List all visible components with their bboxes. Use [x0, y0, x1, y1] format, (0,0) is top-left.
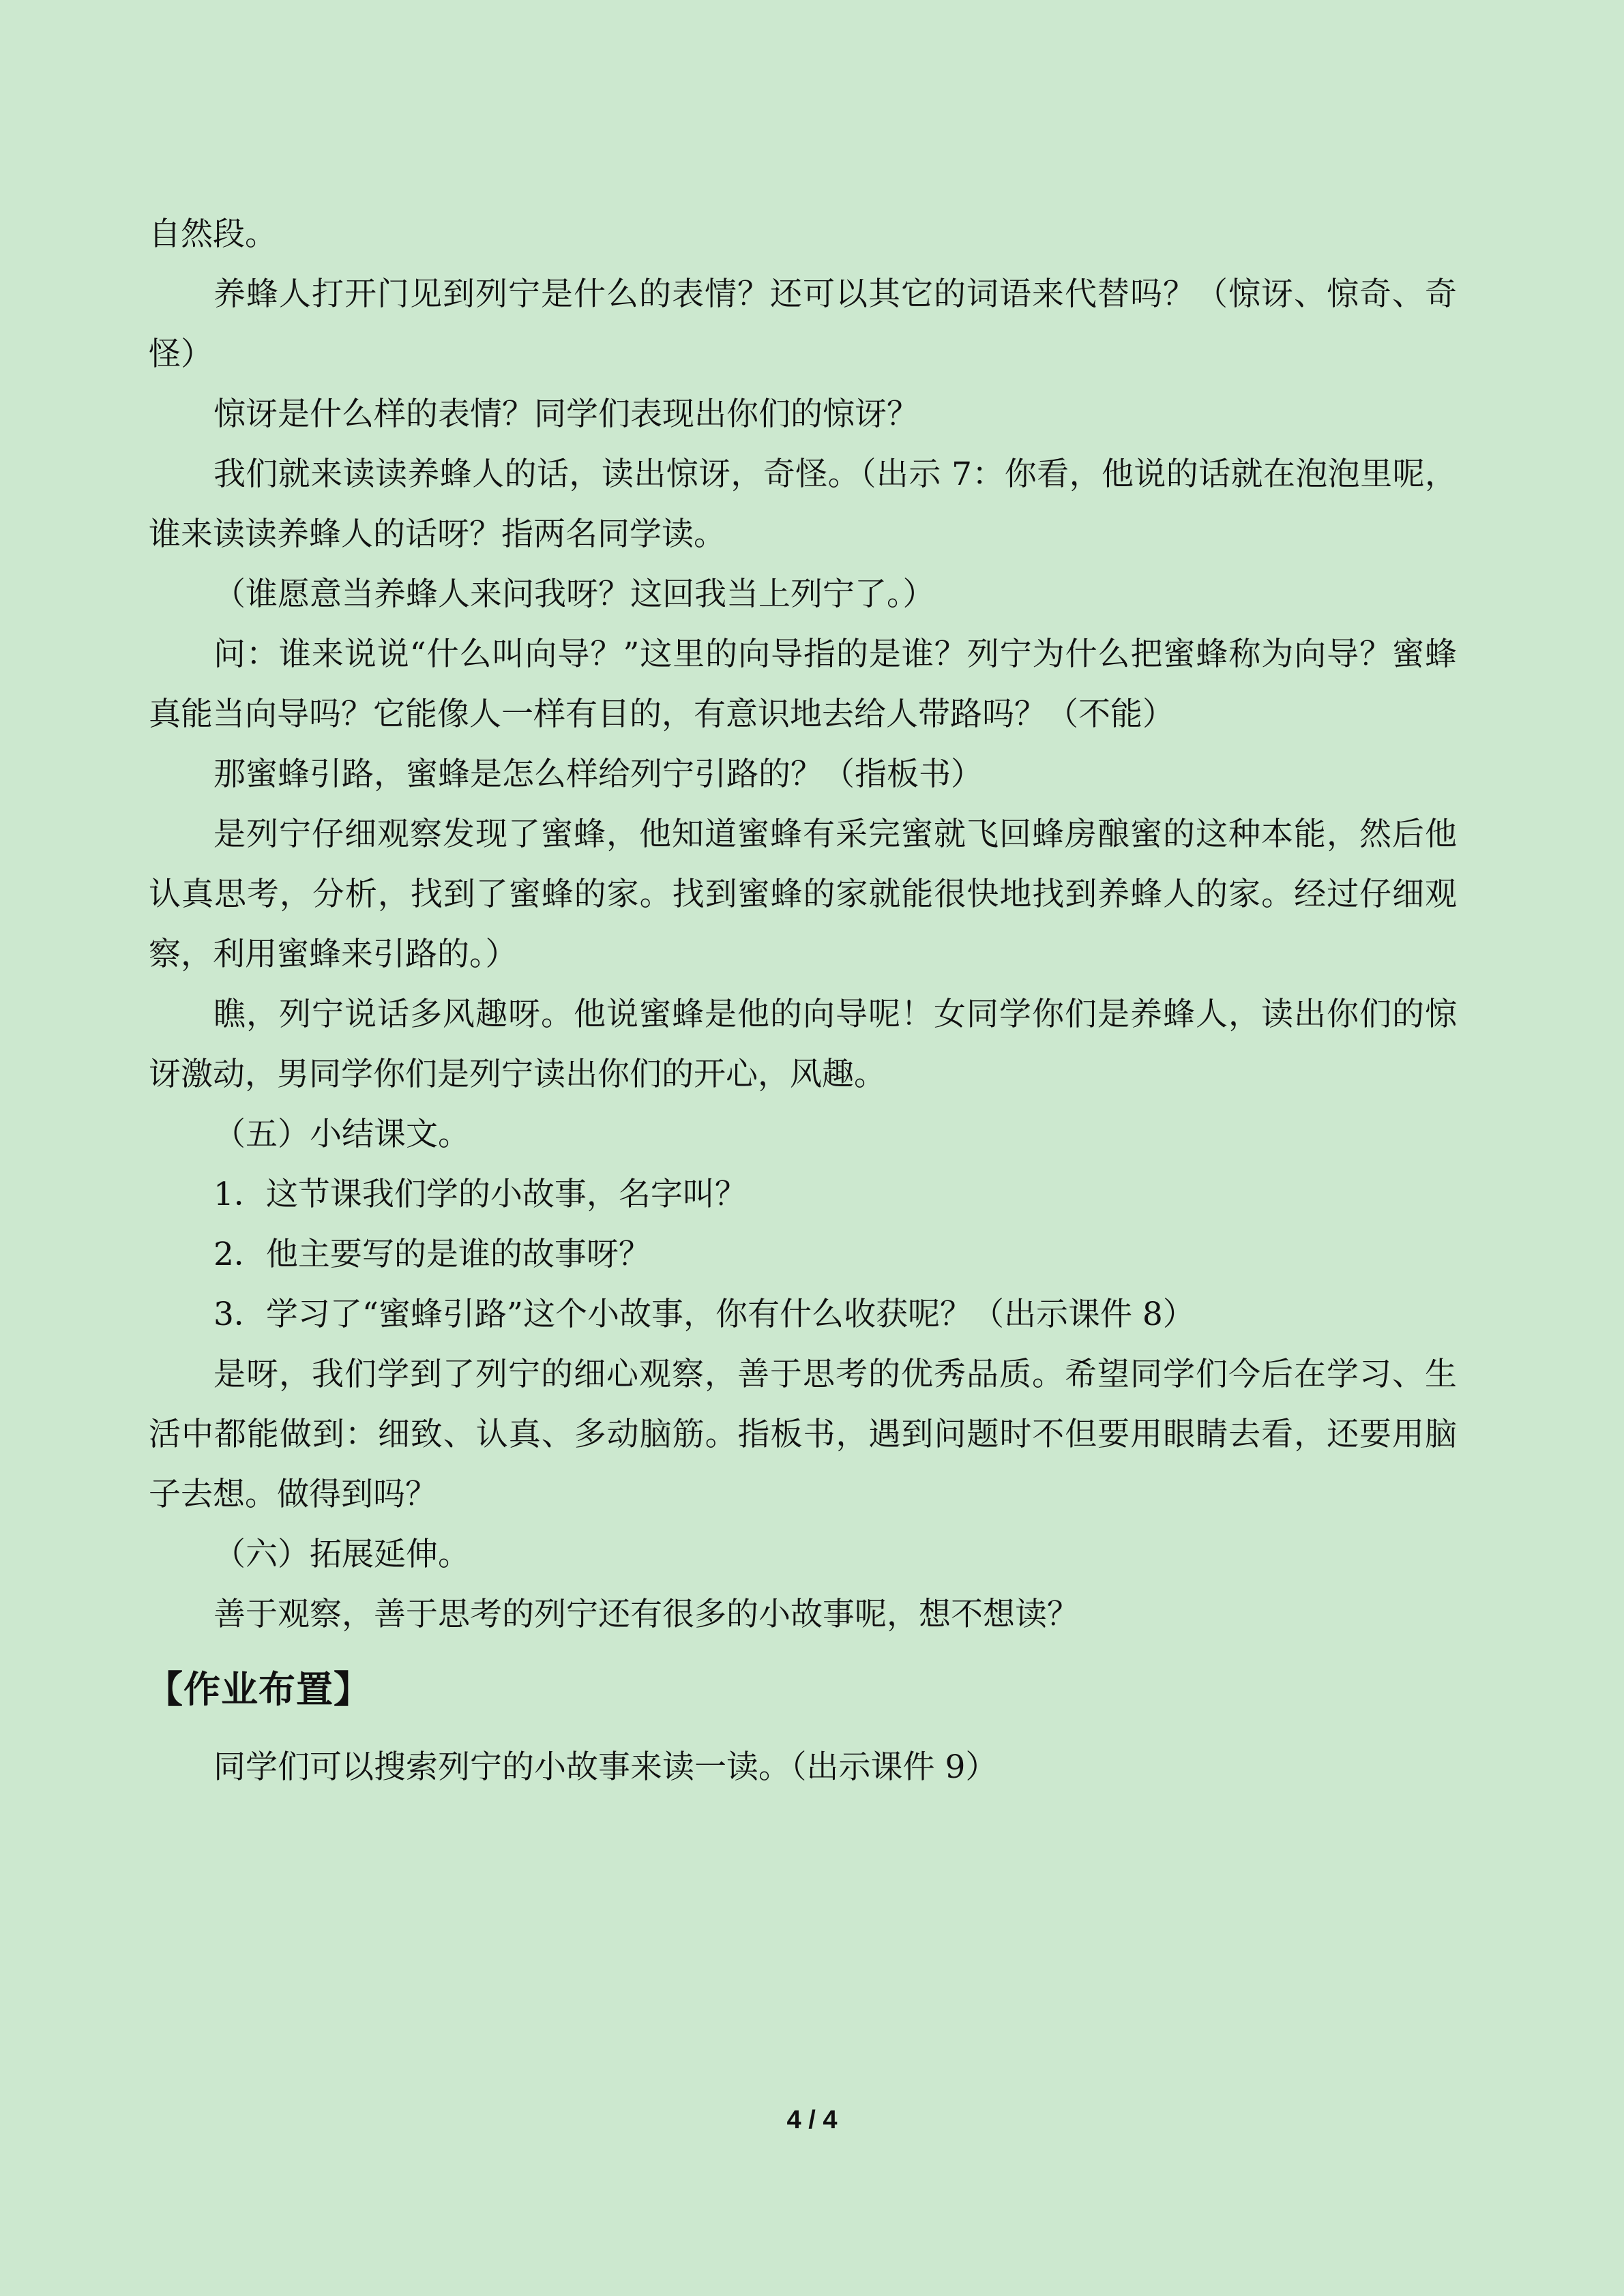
paragraph-5: （谁愿意当养蜂人来问我呀？这回我当上列宁了。） — [213, 576, 935, 613]
summary-question-2: 2．他主要写的是谁的故事呀？ — [213, 1236, 651, 1273]
paragraph-14: 是呀，我们学到了列宁的细心观察，善于思考的优秀品质。希望同学们今后在学习、生活中都能做到：细致、认真、多动脑筋。指板书，遇到问题时不但要用眼睛去看，还要用脑子去想。做得到吗？ — [149, 1356, 1457, 1513]
paragraph-1: 自然段。 — [149, 215, 277, 253]
paragraph-3: 惊讶是什么样的表情？同学们表现出你们的惊讶？ — [213, 396, 919, 433]
paragraph-16: 善于观察，善于思考的列宁还有很多的小故事呢，想不想读？ — [213, 1596, 1079, 1633]
document-body — [146, 205, 1457, 1798]
page-number: 4 / 4 — [786, 2106, 838, 2134]
paragraph-6: 问：谁来说说“什么叫向导？”这里的向导指的是谁？列宁为什么把蜜蜂称为向导？蜜蜂真能当向导吗？它能像人一样有目的，有意识地去给人带路吗？（不能） — [149, 636, 1457, 733]
paragraph-9: 瞧，列宁说话多风趣呀。他说蜜蜂是他的向导呢！女同学你们是养蜂人，读出你们的惊讶激动，男同学你们是列宁读出你们的开心，风趣。 — [149, 996, 1457, 1093]
section-extension-heading: （六）拓展延伸。 — [213, 1536, 470, 1573]
paragraph-7: 那蜜蜂引路，蜜蜂是怎么样给列宁引路的？（指板书） — [213, 756, 983, 793]
paragraph-4: 我们就来读读养蜂人的话，读出惊讶，奇怪。（出示 7：你看，他说的话就在泡泡里呢，谁来读读养蜂人的话呀？指两名同学读。 — [149, 456, 1457, 553]
summary-question-1: 1．这节课我们学的小故事，名字叫？ — [213, 1176, 747, 1213]
summary-question-3: 3．学习了“蜜蜂引路”这个小故事，你有什么收获呢？（出示课件 8） — [213, 1296, 1195, 1333]
section-summary-heading: （五）小结课文。 — [213, 1116, 470, 1153]
homework-heading: 【作业布置】 — [146, 1668, 371, 1711]
paragraph-8: 是列宁仔细观察发现了蜜蜂，他知道蜜蜂有采完蜜就飞回蜂房酿蜜的这种本能，然后他认真思考，分析，找到了蜜蜂的家。找到蜜蜂的家就能很快地找到养蜂人的家。经过仔细观察，利用蜜蜂来引路的。） — [149, 816, 1457, 973]
homework-paragraph: 同学们可以搜索列宁的小故事来读一读。（出示课件 9） — [213, 1748, 998, 1786]
paragraph-2: 养蜂人打开门见到列宁是什么的表情？还可以其它的词语来代替吗？（惊讶、惊奇、奇怪） — [149, 275, 1457, 373]
